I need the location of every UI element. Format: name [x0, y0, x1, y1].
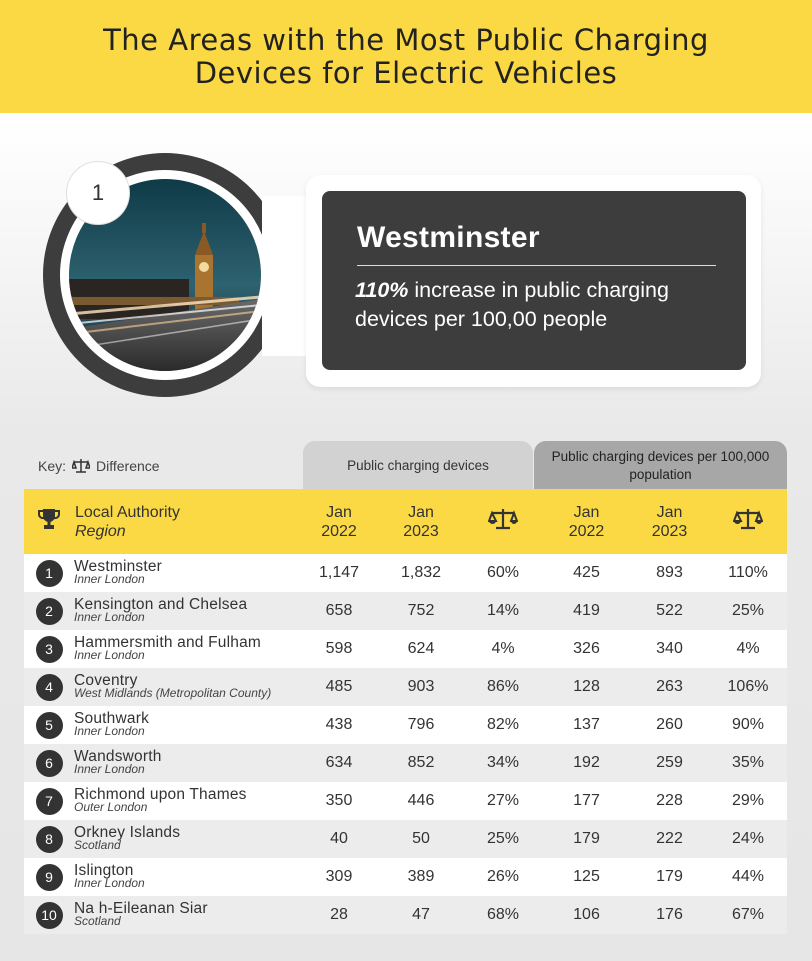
- rank-badge: 7: [36, 788, 63, 815]
- devices-2023-cell: 1,832: [400, 564, 442, 581]
- authority-name: Orkney Islands: [74, 824, 181, 841]
- per-pop-2023-cell: 263: [656, 678, 683, 695]
- authority-cell: [74, 592, 299, 630]
- header-year: 2023: [403, 522, 439, 540]
- per-pop-2022-cell: 177: [573, 792, 600, 809]
- devices-2023-cell: 903: [407, 678, 435, 695]
- header-jan: Jan: [326, 503, 352, 521]
- feature-desc-text: increase in public charging devices per 100,00 people: [355, 278, 669, 331]
- authority-cell: [74, 668, 299, 706]
- rank-badge: 4: [36, 674, 63, 701]
- header-authority: [74, 489, 299, 554]
- per-pop-diff-cell: 44%: [731, 868, 765, 885]
- table-header-row: [24, 489, 787, 554]
- rank-cell: [24, 554, 74, 592]
- per-pop-2022-cell: 419: [573, 602, 600, 619]
- authority-region: Inner London: [74, 876, 145, 890]
- table-row: [24, 782, 787, 820]
- page-title-line-2: Devices for Electric Vehicles: [194, 55, 618, 90]
- per-pop-2023-cell: 228: [656, 792, 683, 809]
- header-per-pop-diff: [709, 489, 787, 554]
- devices-diff-cell: 68%: [486, 906, 520, 923]
- table-row: [24, 630, 787, 668]
- authority-cell: [74, 706, 299, 744]
- key-text: Difference: [96, 458, 160, 474]
- authority-cell: [74, 782, 299, 820]
- rank-badge: 9: [36, 864, 63, 891]
- rank-badge: 2: [36, 598, 63, 625]
- per-pop-diff-cell: 4%: [736, 640, 760, 657]
- header-year: 2022: [321, 522, 357, 540]
- authority-cell: [74, 630, 299, 668]
- key-legend: [38, 458, 160, 474]
- authority-name: Wandsworth: [74, 748, 162, 765]
- devices-2022-cell: 40: [330, 830, 348, 847]
- devices-2023-cell: 796: [407, 716, 435, 733]
- devices-2022-cell: 634: [325, 754, 353, 771]
- authority-cell: [74, 820, 299, 858]
- trophy-icon: [36, 507, 62, 531]
- authority-name: Westminster: [74, 558, 163, 575]
- devices-diff-cell: 26%: [486, 868, 520, 885]
- devices-diff-cell: 25%: [486, 830, 520, 847]
- per-pop-diff-cell: 29%: [731, 792, 765, 809]
- table-row: [24, 820, 787, 858]
- authority-region: Scotland: [74, 914, 121, 928]
- authority-region: Outer London: [74, 800, 148, 814]
- per-pop-diff-cell: 25%: [731, 602, 765, 619]
- devices-2022-cell: 438: [325, 716, 353, 733]
- per-pop-2022-cell: 128: [573, 678, 600, 695]
- devices-2023-cell: 50: [412, 830, 430, 847]
- ranking-table: [24, 489, 787, 934]
- per-pop-diff-cell: 35%: [731, 754, 765, 771]
- key-label: Key:: [38, 458, 67, 474]
- per-pop-2023-cell: 893: [656, 564, 683, 581]
- rank-badge: 6: [36, 750, 63, 777]
- authority-name: Coventry: [74, 672, 138, 689]
- per-pop-2022-cell: 326: [573, 640, 600, 657]
- devices-diff-cell: 27%: [486, 792, 520, 809]
- per-pop-2023-cell: 340: [656, 640, 683, 657]
- header-jan: Jan: [573, 503, 600, 521]
- devices-2022-cell: 485: [325, 678, 353, 695]
- devices-2022-cell: 598: [325, 640, 353, 657]
- per-pop-2023-cell: 176: [656, 906, 683, 923]
- header-per-pop-2023: [630, 489, 709, 554]
- rank-badge: 3: [36, 636, 63, 663]
- authority-region: Scotland: [74, 838, 121, 852]
- scales-icon: [488, 507, 518, 531]
- per-pop-diff-cell: 106%: [727, 678, 769, 695]
- per-pop-diff-cell: 67%: [731, 906, 765, 923]
- feature-name: Westminster: [357, 221, 540, 254]
- devices-2023-cell: 47: [412, 906, 430, 923]
- authority-name: Na h-Eileanan Siar: [74, 900, 208, 917]
- feature-divider: [357, 265, 716, 266]
- table-row: [24, 668, 787, 706]
- authority-region: Inner London: [74, 648, 145, 662]
- rank-cell: [24, 668, 74, 706]
- authority-cell: [74, 554, 299, 592]
- rank-badge: 10: [36, 902, 63, 929]
- authority-name: Southwark: [74, 710, 150, 727]
- devices-2022-cell: 658: [325, 602, 353, 619]
- header-region-label: Region: [75, 522, 126, 540]
- rank-cell: [24, 896, 74, 934]
- devices-2022-cell: 28: [330, 906, 348, 923]
- per-pop-2023-cell: 522: [656, 602, 683, 619]
- header-per-pop-2022: [543, 489, 630, 554]
- per-pop-2022-cell: 106: [573, 906, 600, 923]
- group-header-devices: Public charging devices: [303, 441, 533, 490]
- rank-cell: [24, 592, 74, 630]
- rank-cell: [24, 744, 74, 782]
- header-devices-2022: [299, 489, 379, 554]
- devices-diff-cell: 60%: [486, 564, 520, 581]
- authority-name: Kensington and Chelsea: [74, 596, 248, 613]
- per-pop-2023-cell: 259: [656, 754, 683, 771]
- authority-region: Inner London: [74, 610, 145, 624]
- authority-cell: [74, 744, 299, 782]
- per-pop-2023-cell: 260: [656, 716, 683, 733]
- rank-badge: 8: [36, 826, 63, 853]
- authority-name: Islington: [74, 862, 134, 879]
- rank-cell: [24, 630, 74, 668]
- header-devices-diff: [463, 489, 543, 554]
- devices-2023-cell: 624: [407, 640, 435, 657]
- header-rank: [24, 489, 74, 554]
- table-row: [24, 706, 787, 744]
- devices-2023-cell: 752: [407, 602, 435, 619]
- per-pop-diff-cell: 24%: [731, 830, 765, 847]
- header-authority-label: Local Authority: [75, 503, 180, 521]
- authority-region: Inner London: [74, 724, 145, 738]
- devices-diff-cell: 82%: [486, 716, 520, 733]
- header-jan: Jan: [408, 503, 434, 521]
- authority-region: Inner London: [74, 762, 145, 776]
- scales-icon: [733, 507, 763, 531]
- table-row: [24, 554, 787, 592]
- page-title-line-1: The Areas with the Most Public Charging: [103, 22, 709, 57]
- header-year: 2023: [651, 522, 688, 540]
- per-pop-diff-cell: 110%: [728, 564, 768, 581]
- devices-2023-cell: 446: [407, 792, 435, 809]
- authority-name: Richmond upon Thames: [74, 786, 247, 803]
- devices-diff-cell: 34%: [486, 754, 520, 771]
- scales-icon: [72, 458, 90, 474]
- rank-cell: [24, 858, 74, 896]
- rank-cell: [24, 706, 74, 744]
- devices-2023-cell: 852: [407, 754, 435, 771]
- feature-highlight: 110%: [355, 278, 409, 302]
- feature-card: [322, 191, 746, 370]
- table-row: [24, 858, 787, 896]
- per-pop-2022-cell: 179: [573, 830, 600, 847]
- rank-badge: 1: [36, 560, 63, 587]
- devices-diff-cell: 86%: [486, 678, 520, 695]
- table-row: [24, 592, 787, 630]
- per-pop-2022-cell: 192: [573, 754, 600, 771]
- table-row: [24, 896, 787, 934]
- authority-cell: [74, 896, 299, 934]
- devices-2022-cell: 1,147: [318, 564, 360, 581]
- header-year: 2022: [568, 522, 605, 540]
- feature-rank-badge: 1: [67, 162, 129, 224]
- header-jan: Jan: [656, 503, 683, 521]
- header-devices-2023: [379, 489, 463, 554]
- devices-2022-cell: 350: [325, 792, 353, 809]
- authority-region: West Midlands (Metropolitan County): [74, 686, 272, 700]
- devices-diff-cell: 14%: [486, 602, 520, 619]
- devices-diff-cell: 4%: [491, 640, 515, 657]
- per-pop-2022-cell: 125: [573, 868, 600, 885]
- group-header-per-population: Public charging devices per 100,000 population: [534, 441, 787, 490]
- authority-name: Hammersmith and Fulham: [74, 634, 262, 651]
- rank-badge: 5: [36, 712, 63, 739]
- devices-2022-cell: 309: [325, 868, 353, 885]
- per-pop-2022-cell: 137: [573, 716, 600, 733]
- table-row: [24, 744, 787, 782]
- authority-region: Inner London: [74, 572, 145, 586]
- rank-cell: [24, 782, 74, 820]
- per-pop-2023-cell: 179: [656, 868, 683, 885]
- per-pop-diff-cell: 90%: [731, 716, 765, 733]
- devices-2023-cell: 389: [407, 868, 435, 885]
- rank-cell: [24, 820, 74, 858]
- per-pop-2022-cell: 425: [573, 564, 600, 581]
- page-header: [0, 0, 812, 113]
- feature-description: [355, 276, 735, 334]
- authority-cell: [74, 858, 299, 896]
- per-pop-2023-cell: 222: [656, 830, 683, 847]
